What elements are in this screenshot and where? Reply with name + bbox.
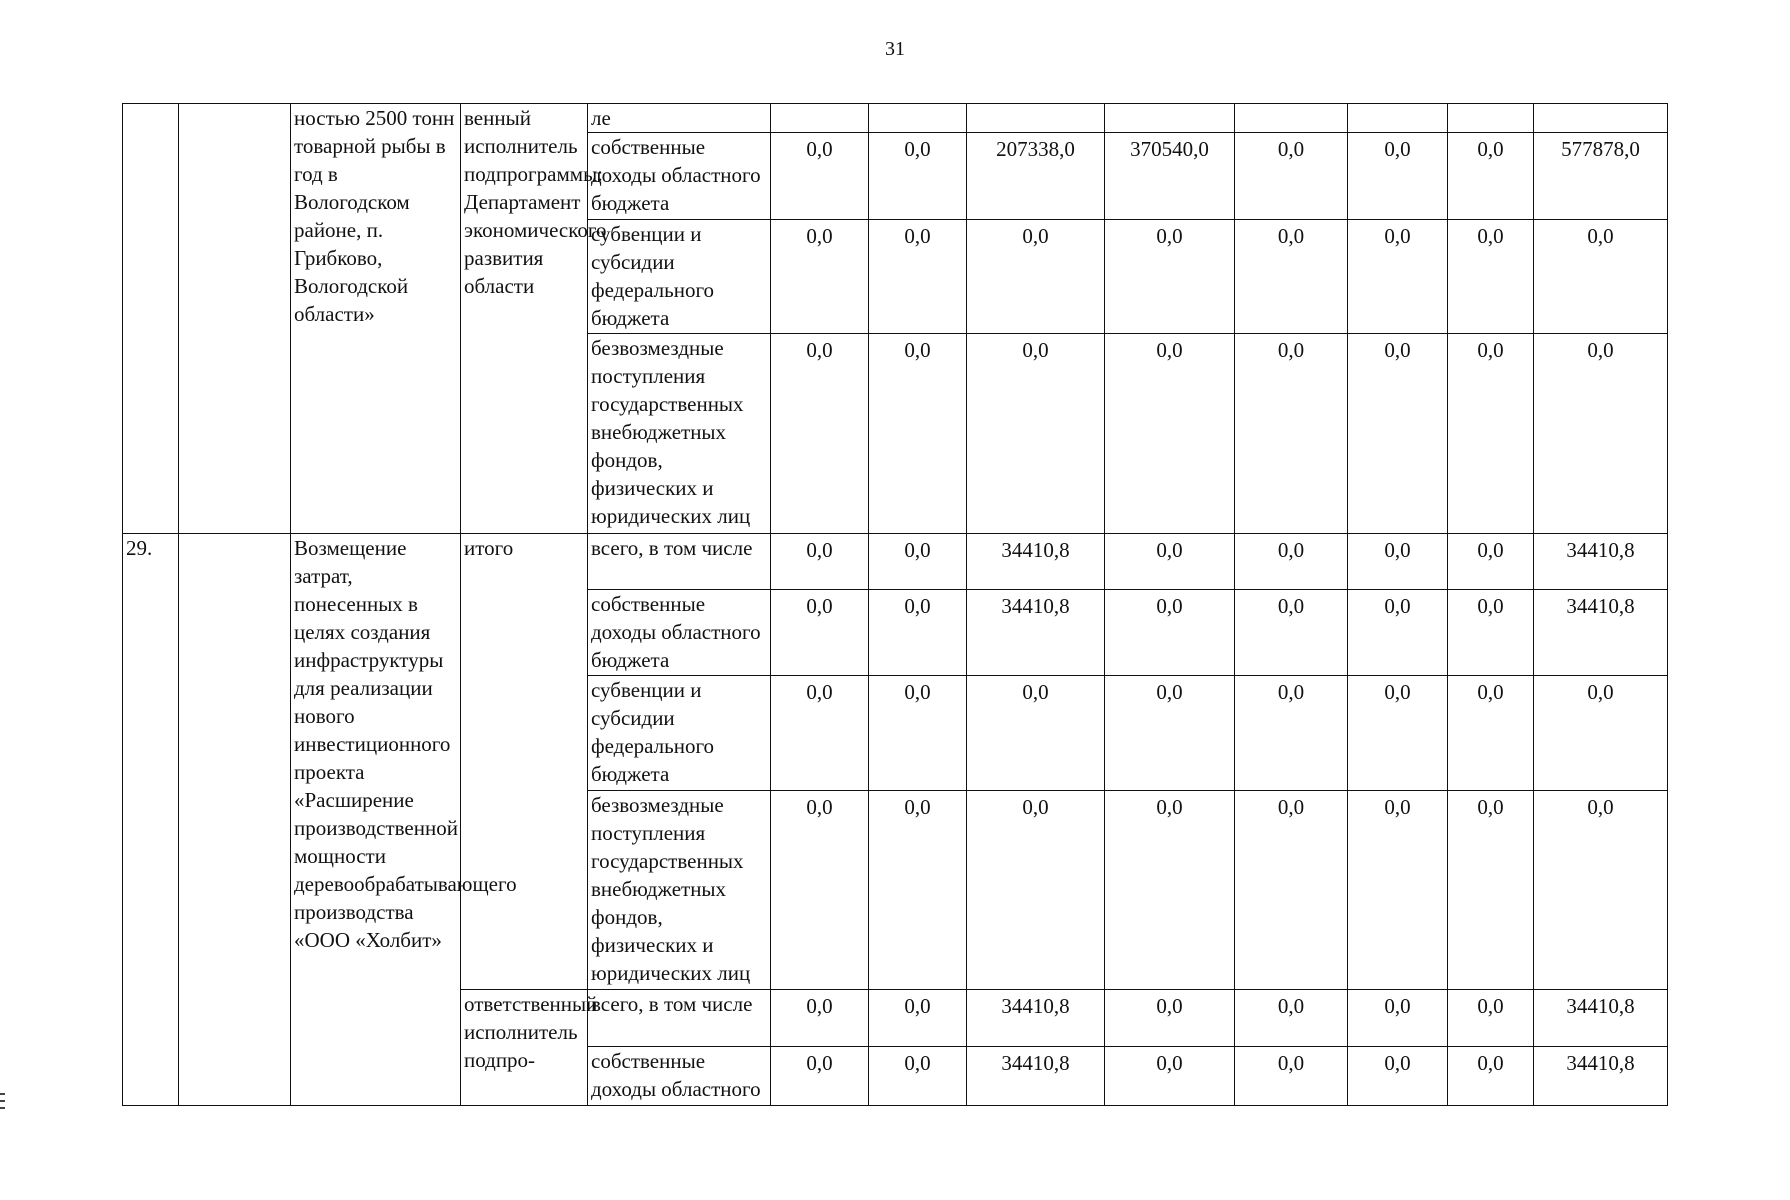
value-cell: 34410,8 [1534, 990, 1668, 1046]
value-cell: 0,0 [1105, 589, 1235, 676]
value-cell: 0,0 [1235, 1046, 1348, 1105]
value-cell: 0,0 [869, 791, 967, 990]
row-number-cell: 29. [123, 533, 179, 1105]
value-cell: 0,0 [771, 791, 869, 990]
value-cell: 0,0 [1534, 676, 1668, 791]
value-cell [1235, 104, 1348, 133]
value-cell: 0,0 [967, 676, 1105, 791]
executor-cell: венный исполнитель подпрограммы: Департамент экономического развития области [461, 104, 588, 534]
value-cell: 0,0 [771, 990, 869, 1046]
value-cell: 577878,0 [1534, 133, 1668, 220]
value-cell: 0,0 [1105, 334, 1235, 533]
value-cell: 0,0 [869, 334, 967, 533]
empty-cell [179, 533, 291, 1105]
value-cell: 0,0 [1348, 676, 1448, 791]
value-cell [1448, 104, 1534, 133]
value-cell: 34410,8 [967, 1046, 1105, 1105]
value-cell: 0,0 [1235, 219, 1348, 334]
value-cell: 34410,8 [1534, 533, 1668, 589]
value-cell [1105, 104, 1235, 133]
value-cell: 0,0 [1105, 533, 1235, 589]
value-cell: 0,0 [1235, 133, 1348, 220]
page-number: 31 [885, 38, 905, 60]
budget-table [122, 103, 1668, 1106]
value-cell: 0,0 [1105, 676, 1235, 791]
executor-cell: ответственный исполнитель подпро- [461, 990, 588, 1106]
value-cell: 0,0 [1235, 334, 1348, 533]
value-cell: 0,0 [967, 791, 1105, 990]
value-cell: 0,0 [771, 676, 869, 791]
value-cell: 0,0 [1105, 1046, 1235, 1105]
source-cell: ле [588, 104, 771, 133]
value-cell: 0,0 [1448, 791, 1534, 990]
value-cell [771, 104, 869, 133]
executor-cell: итого [461, 533, 588, 990]
value-cell: 0,0 [1235, 676, 1348, 791]
value-cell: 0,0 [1235, 589, 1348, 676]
value-cell: 0,0 [1534, 334, 1668, 533]
value-cell [1534, 104, 1668, 133]
value-cell: 0,0 [771, 533, 869, 589]
value-cell: 0,0 [1348, 533, 1448, 589]
value-cell: 0,0 [771, 589, 869, 676]
source-cell: собственные доходы областного бюджета [588, 589, 771, 676]
value-cell: 0,0 [1448, 533, 1534, 589]
source-cell: собственные доходы областного [588, 1046, 771, 1105]
value-cell: 370540,0 [1105, 133, 1235, 220]
value-cell: 0,0 [1534, 219, 1668, 334]
empty-cell [179, 104, 291, 534]
value-cell: 0,0 [1348, 791, 1448, 990]
value-cell: 0,0 [1448, 219, 1534, 334]
scan-edge-mark [0, 1100, 5, 1102]
source-cell: безвозмездные поступления государственных внебюджетных фондов, физических и юридических лиц [588, 791, 771, 990]
source-cell: собственные доходы областного бюджета [588, 133, 771, 220]
event-name-cell: Возмещение затрат, понесенных в целях создания инфраструктуры для реализации нового инвестиционного проекта «Расширение производственной мощности деревообрабатывающего производства «ООО «Холбит» [291, 533, 461, 1105]
value-cell: 0,0 [1105, 791, 1235, 990]
value-cell: 0,0 [1448, 133, 1534, 220]
value-cell: 0,0 [1235, 990, 1348, 1046]
value-cell: 0,0 [1348, 589, 1448, 676]
table-row [123, 533, 1668, 589]
value-cell: 0,0 [1348, 990, 1448, 1046]
scan-edge-mark [0, 1107, 5, 1109]
value-cell: 0,0 [869, 1046, 967, 1105]
value-cell: 0,0 [771, 219, 869, 334]
value-cell: 0,0 [1105, 219, 1235, 334]
value-cell: 0,0 [1235, 791, 1348, 990]
table-row [123, 104, 1668, 133]
value-cell: 0,0 [1448, 990, 1534, 1046]
source-cell: субвенции и субсидии федерального бюджета [588, 219, 771, 334]
value-cell: 0,0 [771, 334, 869, 533]
value-cell: 34410,8 [967, 589, 1105, 676]
value-cell: 34410,8 [967, 990, 1105, 1046]
value-cell: 0,0 [1105, 990, 1235, 1046]
value-cell: 0,0 [1348, 133, 1448, 220]
value-cell: 0,0 [1448, 676, 1534, 791]
value-cell [869, 104, 967, 133]
value-cell: 0,0 [1235, 533, 1348, 589]
event-name-cell: ностью 2500 тонн товарной рыбы в год в Вологодском районе, п. Грибково, Вологодской области» [291, 104, 461, 534]
value-cell: 0,0 [771, 1046, 869, 1105]
value-cell [967, 104, 1105, 133]
value-cell: 0,0 [869, 133, 967, 220]
value-cell: 34410,8 [1534, 1046, 1668, 1105]
value-cell: 0,0 [1348, 1046, 1448, 1105]
value-cell [1348, 104, 1448, 133]
value-cell: 0,0 [967, 334, 1105, 533]
value-cell: 0,0 [1348, 219, 1448, 334]
value-cell: 0,0 [869, 676, 967, 791]
source-cell: всего, в том числе [588, 533, 771, 589]
value-cell: 0,0 [1348, 334, 1448, 533]
value-cell: 207338,0 [967, 133, 1105, 220]
value-cell: 0,0 [771, 133, 869, 220]
value-cell: 0,0 [1534, 791, 1668, 990]
value-cell: 0,0 [1448, 334, 1534, 533]
value-cell: 0,0 [1448, 1046, 1534, 1105]
value-cell: 0,0 [869, 990, 967, 1046]
source-cell: всего, в том числе [588, 990, 771, 1046]
value-cell: 34410,8 [1534, 589, 1668, 676]
value-cell: 0,0 [1448, 589, 1534, 676]
row-number-cell [123, 104, 179, 534]
value-cell: 0,0 [869, 219, 967, 334]
source-cell: субвенции и субсидии федерального бюджета [588, 676, 771, 791]
value-cell: 0,0 [869, 533, 967, 589]
value-cell: 0,0 [967, 219, 1105, 334]
scan-edge-mark [0, 1093, 5, 1095]
value-cell: 34410,8 [967, 533, 1105, 589]
source-cell: безвозмездные поступления государственных внебюджетных фондов, физических и юридических лиц [588, 334, 771, 533]
value-cell: 0,0 [869, 589, 967, 676]
